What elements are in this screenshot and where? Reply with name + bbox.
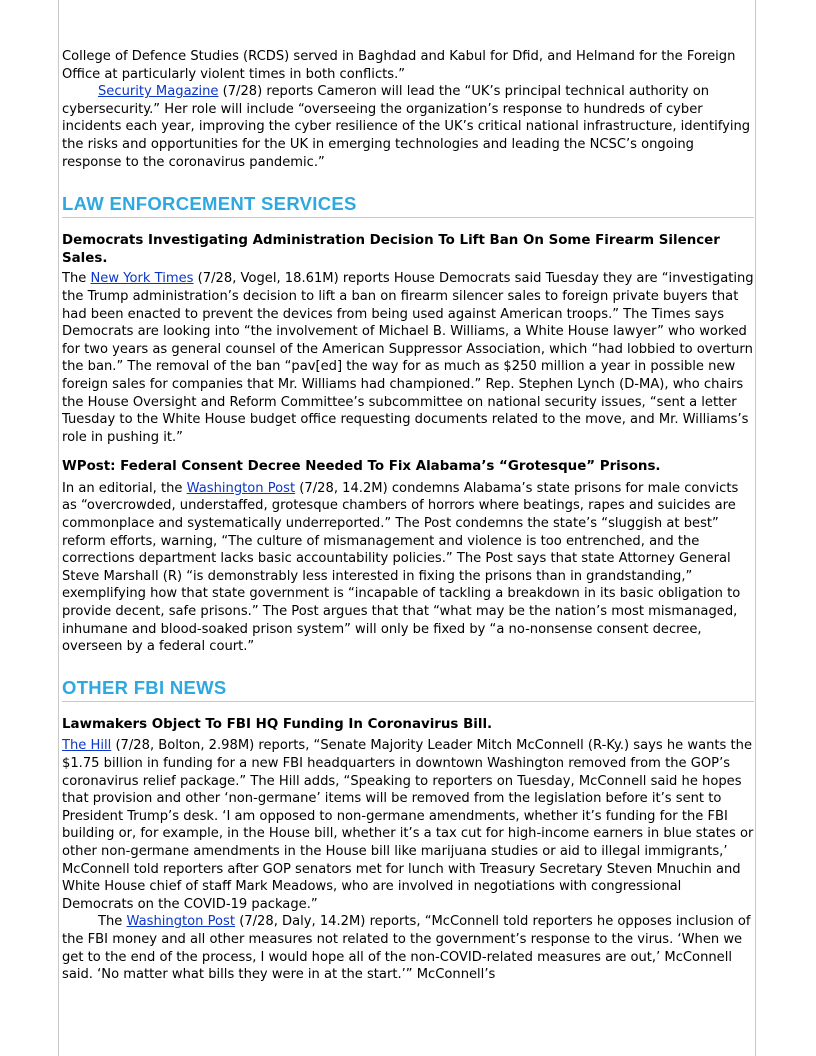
security-magazine-text: (7/28) reports Cameron will lead the “UK’s principal technical authority on cybersecurity.” Her role will include “overseeing the organization’s response to hundreds of cyber incidents each year, improving the cyber resilience of the UK’s critical national infrastructure, identifying the risks and opportunities for the UK in emerging technologies and leading the NCSC’s ongoing response to the coronavirus pandemic.” xyxy=(62,84,751,170)
section-heading-other-fbi-news: OTHER FBI NEWS xyxy=(62,677,754,702)
security-magazine-paragraph xyxy=(62,83,754,171)
article-body-silencer xyxy=(62,270,754,446)
article-lead-text: The xyxy=(98,914,127,930)
the-hill-link[interactable]: The Hill xyxy=(62,738,112,754)
article-body-fbi-hq-funding-2 xyxy=(62,913,754,983)
washington-post-link-2[interactable]: Washington Post xyxy=(126,914,236,930)
new-york-times-link[interactable]: New York Times xyxy=(90,271,194,287)
article-lead-text: The xyxy=(62,271,91,287)
article-body-fbi-hq-funding xyxy=(62,737,754,913)
article-headline-alabama-prisons: WPost: Federal Consent Decree Needed To Fix Alabama’s “Grotesque” Prisons. xyxy=(62,459,661,475)
continued-paragraph xyxy=(62,48,754,83)
washington-post-link[interactable]: Washington Post xyxy=(186,480,296,496)
section-heading-law-enforcement: LAW ENFORCEMENT SERVICES xyxy=(62,193,754,218)
continued-text: College of Defence Studies (RCDS) served in Baghdad and Kabul for Dfid, and Helmand for the Foreign Office at particularly violent times in both conflicts.” xyxy=(62,49,736,82)
article-body-text: (7/28, Vogel, 18.61M) reports House Democrats said Tuesday they are “investigating the Trump administration’s decision to lift a ban on firearm silencer sales to foreign private buyers that had been enacted to prevent the devices from being used against American troops.” The Times says Democrats are looking into “the involvement of Michael B. Williams, a White House lawyer” who worked for two years as general counsel of the American Suppressor Association, which “had lobbied to overturn the ban.” The removal of the ban “pav[ed] the way for as much as $250 million a year in possible new foreign sales for companies that Mr. Williams had championed.” Rep. Stephen Lynch (D-MA), who chairs the House Oversight and Reform Committee’s subcommittee on national security issues, “sent a letter Tuesday to the White House budget office requesting documents related to the move, and Mr. Williams’s role in pushing it.” xyxy=(62,271,754,445)
article-headline-fbi-hq-funding: Lawmakers Object To FBI HQ Funding In Coronavirus Bill. xyxy=(62,716,493,732)
article-lead-text: In an editorial, the xyxy=(62,480,187,496)
security-magazine-link[interactable]: Security Magazine xyxy=(98,84,219,100)
article-body-text: (7/28, Bolton, 2.98M) reports, “Senate Majority Leader Mitch McConnell (R-Ky.) says he wants the $1.75 billion in funding for a new FBI headquarters in downtown Washington removed from the GOP’s coronavirus relief package.” The Hill adds, “Speaking to reporters on Tuesday, McConnell said he hopes that provision and other ‘non-germane’ items will be removed from the legislation before it’s sent to President Trump’s desk. ‘I am opposed to non-germane amendments, whether it’s funding for the FBI building or, for example, in the House bill, whether it’s a tax cut for high-income earners in blue states or other non-germane amendments in the House bill like marijuana studies or aid to illegal immigrants,’ McConnell told reporters after GOP senators met for lunch with Treasury Secretary Steven Mnuchin and White House chief of staff Mark Meadows, who are involved in negotiations with congressional Democrats on the COVID-19 package.” xyxy=(62,738,754,912)
article-body-text: (7/28, Daly, 14.2M) reports, “McConnell told reporters he opposes inclusion of the FBI money and all other measures not related to the government’s response to the virus. ‘When we get to the end of the process, I would hope all of the non-COVID-related measures are out,’ McConnell said. ‘No matter what bills they were in at the start.’” McConnell’s xyxy=(62,914,751,983)
article-body-text: (7/28, 14.2M) condemns Alabama’s state prisons for male convicts as “overcrowded, understaffed, grotesque chambers of horrors where beatings, rapes and suicides are commonplace and systematically underreported.” The Post condemns the state’s “sluggish at best” reform efforts, warning, “The culture of mismanagement and violence is too entrenched, and the corrections department lacks basic accountability policies.” The Post says that state Attorney General Steve Marshall (R) “is demonstrably less interested in fixing the prisons than in grandstanding,” exemplifying how that state government is “incapable of tackling a breakdown in its basic obligation to provide decent, safe prisons.” The Post argues that that “what may be the nation’s most mismanaged, inhumane and blood-soaked prison system” will only be fixed by “a no-nonsense consent decree, overseen by a federal court.” xyxy=(62,480,741,655)
document-content xyxy=(62,48,754,984)
article-body-alabama-prisons xyxy=(62,480,754,656)
article-headline-silencer: Democrats Investigating Administration Decision To Lift Ban On Some Firearm Silencer Sales. xyxy=(62,233,720,266)
